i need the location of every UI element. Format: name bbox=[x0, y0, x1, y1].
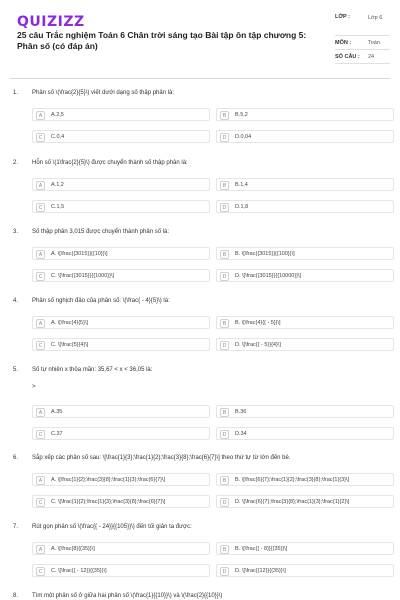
option-letter: D bbox=[220, 133, 229, 142]
option-letter: B bbox=[220, 408, 229, 417]
option-c[interactable] bbox=[32, 495, 210, 508]
option-text: A. \[\frac{4}{5}\] bbox=[51, 320, 88, 326]
option-text: D. \[\frac{{12}}{{35}}\] bbox=[235, 568, 286, 574]
option-letter: D bbox=[220, 567, 229, 576]
option-d[interactable] bbox=[216, 269, 394, 282]
option-letter: B bbox=[220, 545, 229, 554]
question-text: Rút gọn phân số \(\frac{{ - 24}}{{105}}\) đến tối giản ta được: bbox=[32, 524, 192, 530]
option-letter: A bbox=[36, 250, 45, 259]
class-value: Lớp 6 bbox=[368, 15, 383, 21]
worksheet-meta bbox=[335, 14, 390, 64]
option-text: B. \[\frac{4}{{ - 5}}\] bbox=[235, 320, 281, 326]
option-b[interactable] bbox=[216, 316, 394, 329]
option-text: C. \[\frac{{ - 12}}{{35}}\] bbox=[51, 568, 107, 574]
option-c[interactable] bbox=[32, 269, 210, 282]
option-text: A.2,5 bbox=[51, 112, 64, 118]
question-text: Số thập phân 3,015 được chuyển thành phân số là: bbox=[32, 229, 170, 235]
option-text: A.35 bbox=[51, 409, 63, 415]
option-text: D. \[\frac{6}{7};\frac{3}{8};\frac{1}{3};\frac{1}{2}\] bbox=[235, 499, 350, 505]
subject-value: Toán bbox=[368, 40, 380, 46]
option-d[interactable] bbox=[216, 130, 394, 143]
meta-class-row bbox=[335, 14, 390, 36]
meta-subject-row bbox=[335, 36, 390, 50]
option-text: B.5,2 bbox=[235, 112, 248, 118]
option-letter: B bbox=[220, 250, 229, 259]
option-letter: A bbox=[36, 181, 45, 190]
option-letter: B bbox=[220, 319, 229, 328]
option-c[interactable] bbox=[32, 200, 210, 213]
option-text: B.1,4 bbox=[235, 182, 248, 188]
option-letter: C bbox=[36, 567, 45, 576]
option-text: C. \[\frac{1}{2};\frac{1}{3};\frac{3}{8};\frac{6}{7}\] bbox=[51, 499, 166, 505]
option-a[interactable] bbox=[32, 108, 210, 121]
option-text: D.0,04 bbox=[235, 134, 252, 140]
question-text: Phân số \(\frac{2}{5}\) viết dưới dạng số thập phân là: bbox=[32, 90, 175, 96]
question-number: 5. bbox=[13, 367, 19, 373]
option-letter: C bbox=[36, 203, 45, 212]
option-text: B. \[\frac{{3015}}{{100}}\] bbox=[235, 251, 295, 257]
option-text: D.1,8 bbox=[235, 204, 249, 210]
option-text: D. \[\frac{{ - 5}}{4}\] bbox=[235, 342, 281, 348]
option-letter: A bbox=[36, 408, 45, 417]
option-c[interactable] bbox=[32, 564, 210, 577]
option-a[interactable] bbox=[32, 247, 210, 260]
option-letter: D bbox=[220, 498, 229, 507]
question-text: Hỗn số \(1\frac{2}{5}\) được chuyển thành số thập phân là: bbox=[32, 160, 188, 166]
question-number: 1. bbox=[13, 90, 19, 96]
option-text: C.37 bbox=[51, 431, 63, 437]
option-text: A.1,2 bbox=[51, 182, 64, 188]
option-letter: D bbox=[220, 272, 229, 281]
worksheet-header bbox=[0, 0, 400, 78]
header-divider bbox=[10, 78, 390, 79]
question-text: Tìm một phân số ở giữa hai phân số \(\frac{1}{{10}}\) và \(\frac{2}{{10}}\) bbox=[32, 593, 223, 599]
subject-label: MÔN : bbox=[335, 40, 352, 46]
question-text: Phân số nghịch đảo của phân số: \(\frac{ - 4}{5}\) là: bbox=[32, 298, 170, 304]
option-letter: C bbox=[36, 133, 45, 142]
worksheet-title: 25 câu Trắc nghiệm Toán 6 Chân trời sáng tạo Bài tập ôn tập chương 5: Phân số (có đáp án) bbox=[17, 30, 307, 51]
option-text: B. \[\frac{{ - 8}}{{35}}\] bbox=[235, 546, 288, 552]
option-d[interactable] bbox=[216, 495, 394, 508]
option-letter: C bbox=[36, 498, 45, 507]
option-b[interactable] bbox=[216, 405, 394, 418]
option-b[interactable] bbox=[216, 178, 394, 191]
question-text: Sắp xếp các phân số sau: \[\frac{1}{3};\frac{1}{2};\frac{3}{8};\frac{6}{7}\] theo thứ tự từ lớn đến bé. bbox=[32, 455, 291, 461]
question-number: 4. bbox=[13, 298, 19, 304]
option-b[interactable] bbox=[216, 542, 394, 555]
option-text: D.34 bbox=[235, 431, 247, 437]
option-text: A. \[\frac{8}{{35}}\] bbox=[51, 546, 95, 552]
option-letter: A bbox=[36, 545, 45, 554]
option-letter: D bbox=[220, 341, 229, 350]
option-c[interactable] bbox=[32, 130, 210, 143]
option-letter: A bbox=[36, 476, 45, 485]
option-text: B. \[\frac{6}{7};\frac{1}{2};\frac{3}{8};\frac{1}{3}\] bbox=[235, 477, 350, 483]
count-label: SỐ CÂU : bbox=[335, 54, 360, 60]
option-letter: B bbox=[220, 181, 229, 190]
option-text: C. \[\frac{{3015}}{{1000}}\] bbox=[51, 273, 115, 279]
option-d[interactable] bbox=[216, 427, 394, 440]
option-letter: C bbox=[36, 430, 45, 439]
option-letter: B bbox=[220, 476, 229, 485]
option-a[interactable] bbox=[32, 178, 210, 191]
option-letter: A bbox=[36, 111, 45, 120]
question-number: 3. bbox=[13, 229, 19, 235]
question-number: 7. bbox=[13, 524, 19, 530]
option-text: A. \[\frac{1}{2};\frac{3}{8};\frac{1}{3};\frac{6}{7}\] bbox=[51, 477, 166, 483]
option-c[interactable] bbox=[32, 338, 210, 351]
option-letter: D bbox=[220, 430, 229, 439]
option-b[interactable] bbox=[216, 247, 394, 260]
option-a[interactable] bbox=[32, 316, 210, 329]
class-label: LỚP : bbox=[335, 14, 350, 20]
question-number: 8. bbox=[13, 593, 19, 599]
question-extra-text: > bbox=[32, 384, 36, 390]
option-a[interactable] bbox=[32, 405, 210, 418]
meta-count-row bbox=[335, 50, 390, 64]
option-text: C. \[\frac{5}{4}\] bbox=[51, 342, 89, 348]
option-letter: C bbox=[36, 272, 45, 281]
option-d[interactable] bbox=[216, 564, 394, 577]
option-letter: A bbox=[36, 319, 45, 328]
option-text: D. \[\frac{{3015}}{{10000}}\] bbox=[235, 273, 302, 279]
option-d[interactable] bbox=[216, 338, 394, 351]
option-text: A. \[\frac{{3015}}{{10}}\] bbox=[51, 251, 108, 257]
option-letter: C bbox=[36, 341, 45, 350]
option-b[interactable] bbox=[216, 473, 394, 486]
option-d[interactable] bbox=[216, 200, 394, 213]
option-letter: B bbox=[220, 111, 229, 120]
option-a[interactable] bbox=[32, 473, 210, 486]
option-b[interactable] bbox=[216, 108, 394, 121]
question-number: 6. bbox=[13, 455, 19, 461]
option-c[interactable] bbox=[32, 427, 210, 440]
question-text: Số tự nhiên x thỏa mãn: 35,67 < x < 36,05 là: bbox=[32, 367, 153, 373]
count-value: 24 bbox=[368, 54, 375, 60]
option-text: B.36 bbox=[235, 409, 247, 415]
option-letter: D bbox=[220, 203, 229, 212]
option-text: C.0,4 bbox=[51, 134, 65, 140]
question-number: 2. bbox=[13, 160, 19, 166]
quizizz-logo: QUIZIZZ bbox=[17, 14, 85, 30]
option-a[interactable] bbox=[32, 542, 210, 555]
option-text: C.1,5 bbox=[51, 204, 65, 210]
